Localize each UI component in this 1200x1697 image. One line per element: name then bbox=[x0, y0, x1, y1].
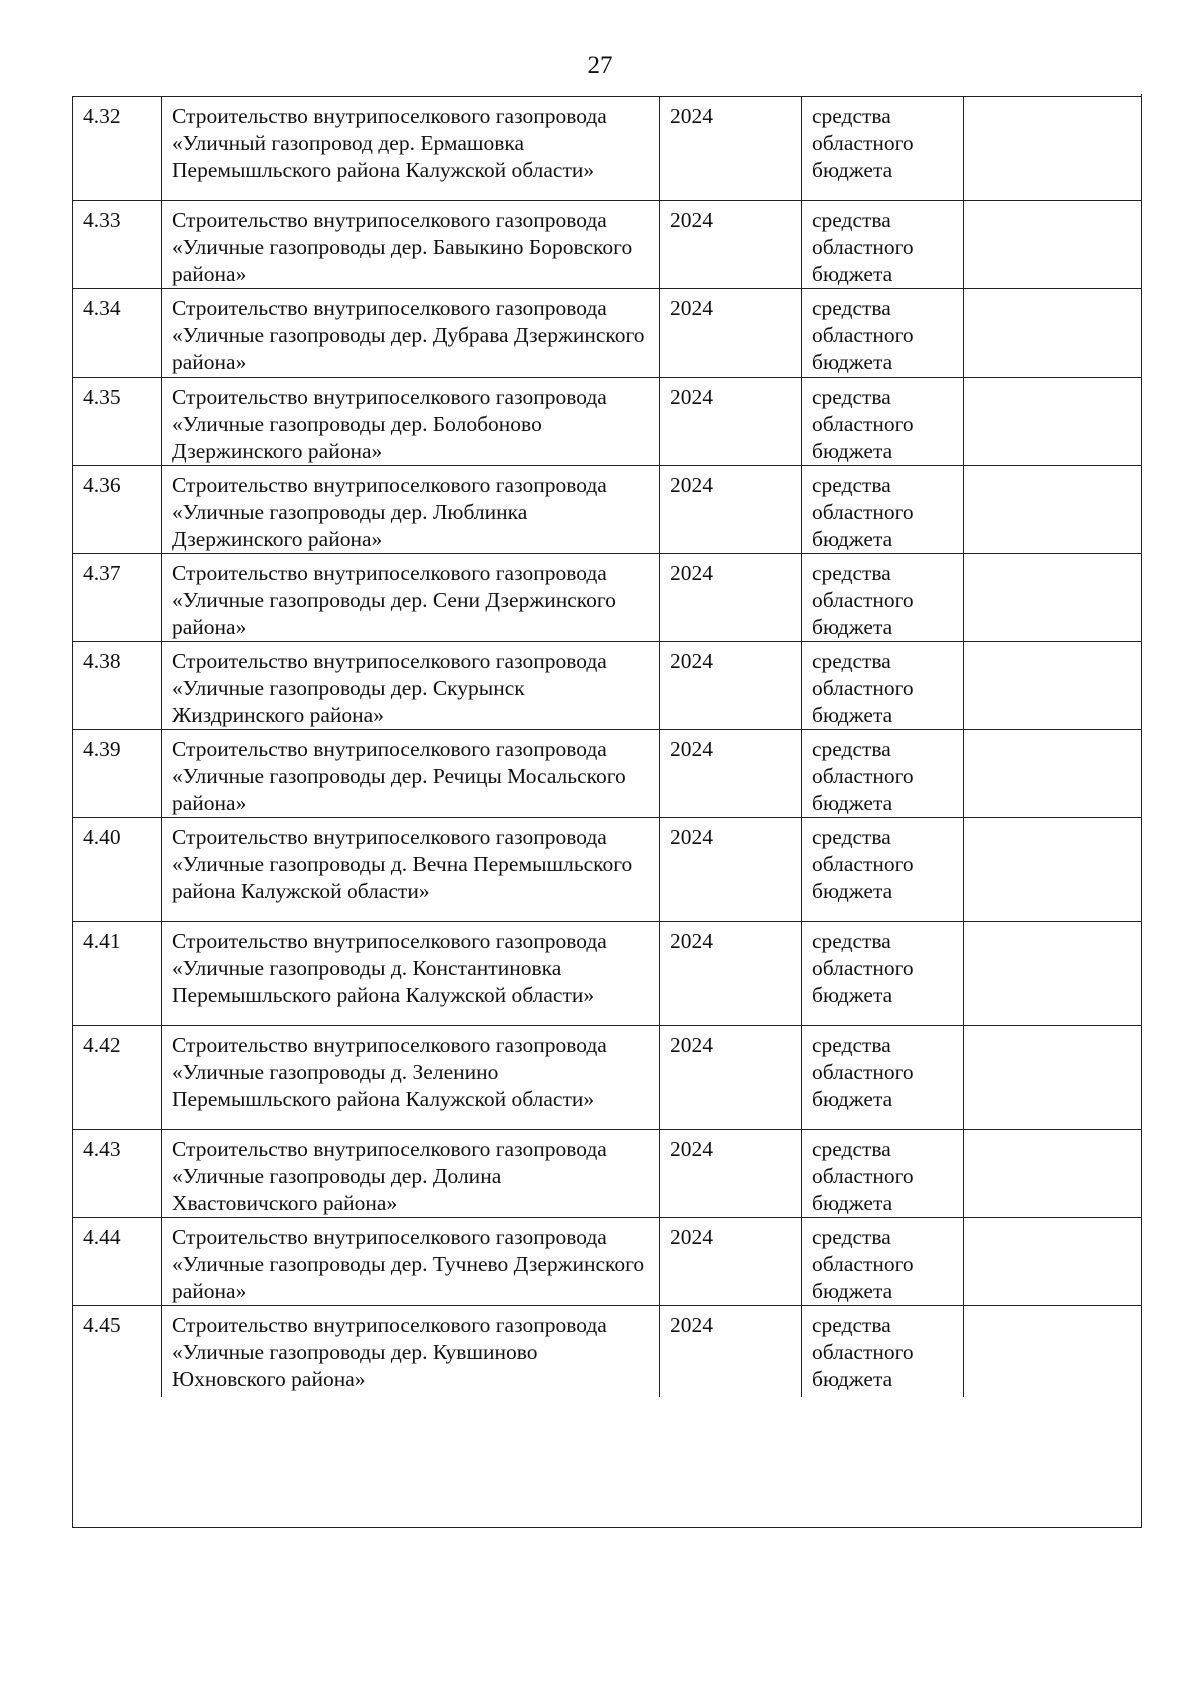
row-number: 4.36 bbox=[83, 473, 121, 497]
row-number: 4.38 bbox=[83, 649, 121, 673]
row-number: 4.35 bbox=[83, 385, 121, 409]
row-empty-cell bbox=[963, 818, 1143, 921]
table-row bbox=[73, 641, 1141, 729]
row-description: Строительство внутрипоселкового газопровода «Уличные газопроводы д. Вечна Перемышльского района Калужской области» bbox=[161, 818, 659, 921]
row-number: 4.44 bbox=[83, 1225, 121, 1249]
table-row bbox=[73, 553, 1141, 641]
row-funding-source: средства областного бюджета bbox=[801, 1130, 963, 1221]
row-year: 2024 bbox=[659, 97, 801, 200]
table-row bbox=[73, 921, 1141, 1025]
row-number: 4.43 bbox=[83, 1137, 121, 1161]
row-year: 2024 bbox=[659, 201, 801, 292]
row-funding-source: средства областного бюджета bbox=[801, 818, 963, 921]
row-description: Строительство внутрипоселкового газопровода «Уличные газопроводы д. Константиновка Перемышльского района Калужской области» bbox=[161, 922, 659, 1025]
row-empty-cell bbox=[963, 642, 1143, 733]
table-row bbox=[73, 1129, 1141, 1217]
row-year: 2024 bbox=[659, 922, 801, 1025]
row-empty-cell bbox=[963, 1026, 1143, 1129]
row-funding-source: средства областного бюджета bbox=[801, 378, 963, 469]
row-description: Строительство внутрипоселкового газопровода «Уличные газопроводы дер. Дубрава Дзержинского района» bbox=[161, 289, 659, 380]
row-funding-source: средства областного бюджета bbox=[801, 97, 963, 200]
row-description: Строительство внутрипоселкового газопровода «Уличные газопроводы дер. Бавыкино Боровского района» bbox=[161, 201, 659, 292]
row-description: Строительство внутрипоселкового газопровода «Уличные газопроводы дер. Болобоново Дзержинского района» bbox=[161, 378, 659, 469]
row-number: 4.37 bbox=[83, 561, 121, 585]
row-funding-source: средства областного бюджета bbox=[801, 201, 963, 292]
row-year: 2024 bbox=[659, 466, 801, 557]
row-empty-cell bbox=[963, 201, 1143, 292]
row-year: 2024 bbox=[659, 378, 801, 469]
row-empty-cell bbox=[963, 1218, 1143, 1309]
row-description: Строительство внутрипоселкового газопровода «Уличные газопроводы дер. Тучнево Дзержинского района» bbox=[161, 1218, 659, 1309]
row-funding-source: средства областного бюджета bbox=[801, 1306, 963, 1397]
table-body bbox=[73, 96, 1141, 1393]
row-empty-cell bbox=[963, 378, 1143, 469]
table-row bbox=[73, 729, 1141, 817]
row-funding-source: средства областного бюджета bbox=[801, 466, 963, 557]
row-year: 2024 bbox=[659, 1218, 801, 1309]
table-row bbox=[73, 1217, 1141, 1305]
row-number: 4.41 bbox=[83, 929, 121, 953]
row-number: 4.42 bbox=[83, 1033, 121, 1057]
row-empty-cell bbox=[963, 730, 1143, 821]
row-empty-cell bbox=[963, 1130, 1143, 1221]
row-number: 4.45 bbox=[83, 1313, 121, 1337]
row-funding-source: средства областного бюджета bbox=[801, 554, 963, 645]
row-description: Строительство внутрипоселкового газопровода «Уличные газопроводы дер. Долина Хвастовичского района» bbox=[161, 1130, 659, 1221]
row-year: 2024 bbox=[659, 1026, 801, 1129]
row-empty-cell bbox=[963, 1306, 1143, 1397]
table-row bbox=[73, 465, 1141, 553]
row-empty-cell bbox=[963, 466, 1143, 557]
row-empty-cell bbox=[963, 289, 1143, 380]
row-year: 2024 bbox=[659, 554, 801, 645]
row-number: 4.32 bbox=[83, 104, 121, 128]
row-funding-source: средства областного бюджета bbox=[801, 922, 963, 1025]
row-funding-source: средства областного бюджета bbox=[801, 289, 963, 380]
row-funding-source: средства областного бюджета bbox=[801, 730, 963, 821]
row-funding-source: средства областного бюджета bbox=[801, 1218, 963, 1309]
row-description: Строительство внутрипоселкового газопровода «Уличные газопроводы дер. Люблинка Дзержинского района» bbox=[161, 466, 659, 557]
row-number: 4.33 bbox=[83, 208, 121, 232]
row-year: 2024 bbox=[659, 289, 801, 380]
row-empty-cell bbox=[963, 922, 1143, 1025]
row-year: 2024 bbox=[659, 818, 801, 921]
row-empty-cell bbox=[963, 554, 1143, 645]
row-number: 4.39 bbox=[83, 737, 121, 761]
row-year: 2024 bbox=[659, 1130, 801, 1221]
row-year: 2024 bbox=[659, 642, 801, 733]
row-description: Строительство внутрипоселкового газопровода «Уличные газопроводы дер. Сени Дзержинского района» bbox=[161, 554, 659, 645]
table-row bbox=[73, 817, 1141, 921]
program-table bbox=[72, 96, 1142, 1528]
row-description: Строительство внутрипоселкового газопровода «Уличные газопроводы дер. Скурынск Жиздринского района» bbox=[161, 642, 659, 733]
table-row bbox=[73, 200, 1141, 288]
table-row bbox=[73, 1305, 1141, 1393]
table-row bbox=[73, 96, 1141, 200]
row-funding-source: средства областного бюджета bbox=[801, 1026, 963, 1129]
row-year: 2024 bbox=[659, 1306, 801, 1397]
row-year: 2024 bbox=[659, 730, 801, 821]
row-number: 4.40 bbox=[83, 825, 121, 849]
table-row bbox=[73, 1025, 1141, 1129]
table-row bbox=[73, 377, 1141, 465]
row-funding-source: средства областного бюджета bbox=[801, 642, 963, 733]
row-description: Строительство внутрипоселкового газопровода «Уличные газопроводы дер. Кувшиново Юхновского района» bbox=[161, 1306, 659, 1397]
row-empty-cell bbox=[963, 97, 1143, 200]
row-description: Строительство внутрипоселкового газопровода «Уличные газопроводы дер. Речицы Мосальского района» bbox=[161, 730, 659, 821]
table-row bbox=[73, 288, 1141, 377]
page-number: 27 bbox=[587, 52, 613, 79]
row-number: 4.34 bbox=[83, 296, 121, 320]
row-description: Строительство внутрипоселкового газопровода «Уличный газопровод дер. Ермашовка Перемышльского района Калужской области» bbox=[161, 97, 659, 200]
row-description: Строительство внутрипоселкового газопровода «Уличные газопроводы д. Зеленино Перемышльского района Калужской области» bbox=[161, 1026, 659, 1129]
